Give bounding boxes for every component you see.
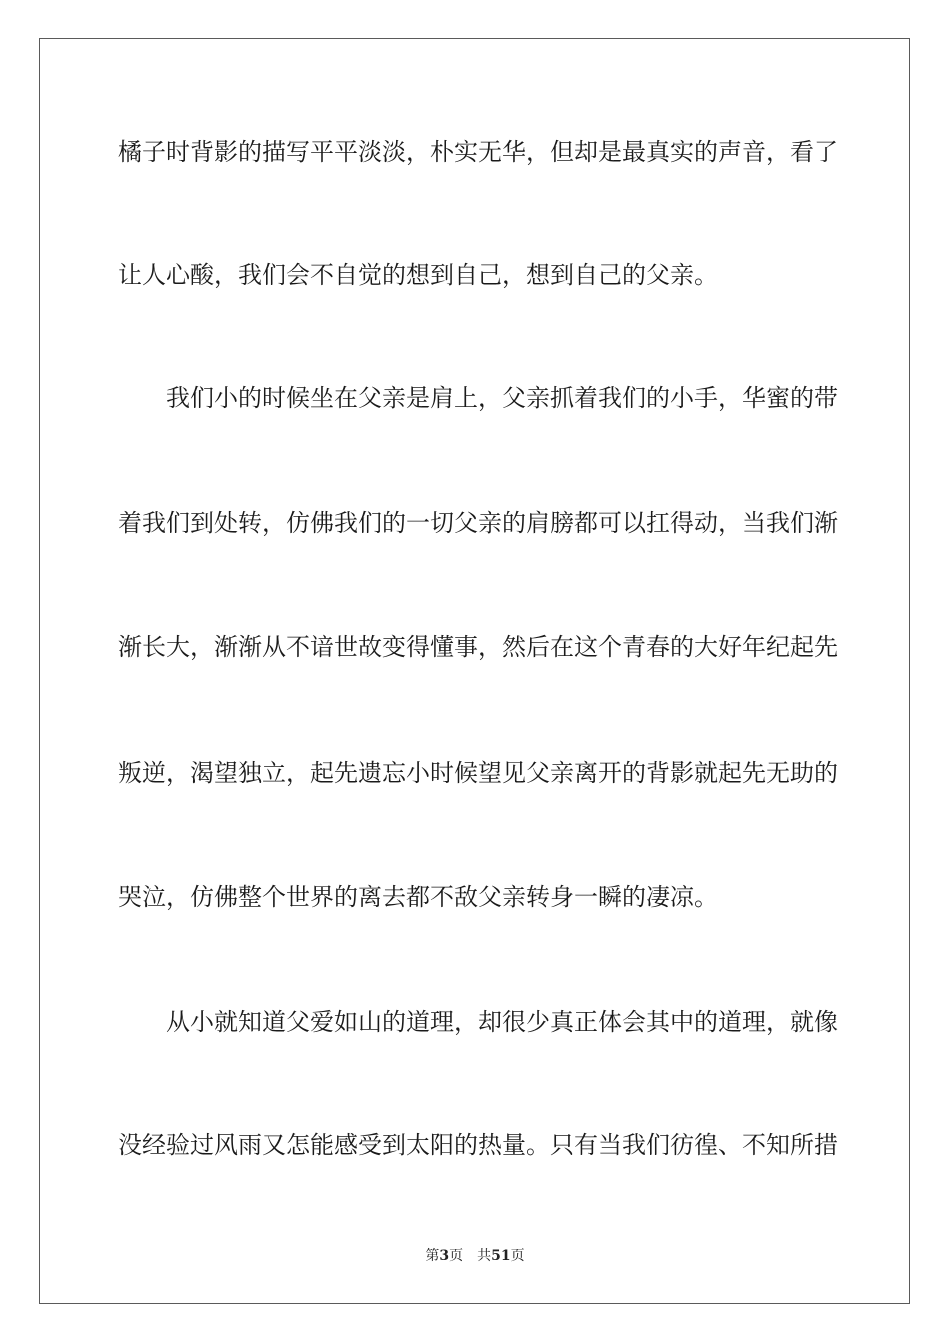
- paragraph-line: 叛逆，渴望独立，起先遗忘小时候望见父亲离开的背影就起先无助的: [118, 759, 838, 787]
- page-border: [39, 38, 910, 1304]
- paragraph-line: 渐长大，渐渐从不谙世故变得懂事，然后在这个青春的大好年纪起先: [118, 633, 838, 661]
- paragraph-line: 没经验过风雨又怎能感受到太阳的热量。只有当我们彷徨、不知所措: [118, 1131, 838, 1159]
- page-number-prefix: 第: [425, 1248, 440, 1264]
- page-number: 3: [439, 1248, 450, 1264]
- paragraph-line: 让人心酸，我们会不自觉的想到自己，想到自己的父亲。: [118, 261, 718, 289]
- paragraph-line: 着我们到处转，仿佛我们的一切父亲的肩膀都可以扛得动，当我们渐: [118, 509, 838, 537]
- paragraph-line: 我们小的时候坐在父亲是肩上，父亲抓着我们的小手，华蜜的带: [166, 384, 838, 412]
- paragraph-line: 哭泣，仿佛整个世界的离去都不敌父亲转身一瞬的凄凉。: [118, 883, 718, 911]
- page-number-suffix: 页: [449, 1248, 464, 1264]
- page-footer: [0, 1246, 950, 1266]
- total-pages: 51: [491, 1248, 511, 1264]
- paragraph-line: 从小就知道父爱如山的道理，却很少真正体会其中的道理，就像: [166, 1008, 838, 1036]
- total-pages-suffix: 页: [510, 1248, 525, 1264]
- paragraph-line: 橘子时背影的描写平平淡淡，朴实无华，但却是最真实的声音，看了: [118, 138, 838, 166]
- total-pages-prefix: 共: [477, 1248, 492, 1264]
